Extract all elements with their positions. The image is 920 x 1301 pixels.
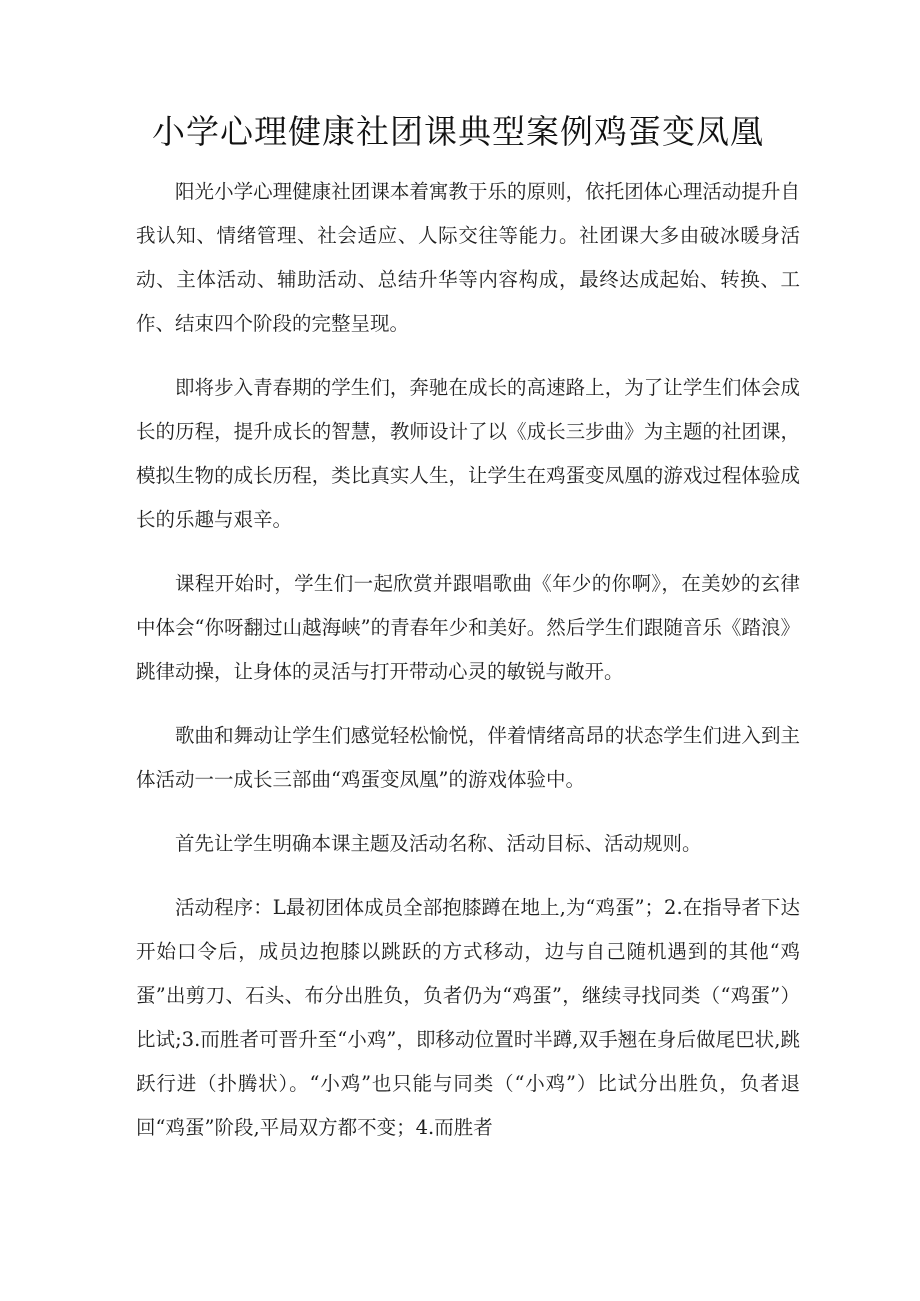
paragraph-activity-procedure: 活动程序：L最初团体成员全部抱膝蹲在地上,为“鸡蛋”；2.在指导者下达开始口令后，成员边抱膝以跳跃的方式移动，边与自己随机遇到的其他“鸡蛋”出剪刀、石头、布分出胜负，负者仍为“鸡蛋”，继续寻找同类（“鸡蛋”）比试;3.而胜者可晋升至“小鸡”，即移动位置时半蹲,双手翘在身后做尾巴状,跳跃行进（扑腾状）。“小鸡”也只能与同类（“小鸡”）比试分出胜负，负者退回“鸡蛋”阶段,平局双方都不变；4.而胜者 <box>136 896 800 1139</box>
paragraph-rules-intro: 首先让学生明确本课主题及活动名称、活动目标、活动规则。 <box>175 832 702 855</box>
document-body <box>136 170 800 1150</box>
paragraph-course-design: 即将步入青春期的学生们，奔驰在成长的高速路上，为了让学生们体会成长的历程，提升成长的智慧，教师设计了以《成长三步曲》为主题的社团课，模拟生物的成长历程，类比真实人生，让学生在鸡蛋变凤凰的游戏过程体验成长的乐趣与艰辛。 <box>136 376 800 531</box>
paragraph-warmup: 课程开始时，学生们一起欣赏并跟唱歌曲《年少的你啊》，在美妙的玄律中体会“你呀翻过山越海峡”的青春年少和美好。然后学生们跟随音乐《踏浪》跳律动操，让身体的灵活与打开带动心灵的敏锐与敞开。 <box>136 572 800 683</box>
document-title: 小学心理健康社团课典型案例鸡蛋变凤凰 <box>152 112 764 151</box>
paragraph-intro: 阳光小学心理健康社团课本着寓教于乐的原则，依托团体心理活动提升自我认知、情绪管理、社会适应、人际交往等能力。社团课大多由破冰暖身活动、主体活动、辅助活动、总结升华等内容构成，最终达成起始、转换、工作、结束四个阶段的完整呈现。 <box>136 180 800 335</box>
paragraph-transition: 歌曲和舞动让学生们感觉轻松愉悦，伴着情绪高昂的状态学生们进入到主体活动一一成长三部曲“鸡蛋变凤凰”的游戏体验中。 <box>136 724 800 791</box>
